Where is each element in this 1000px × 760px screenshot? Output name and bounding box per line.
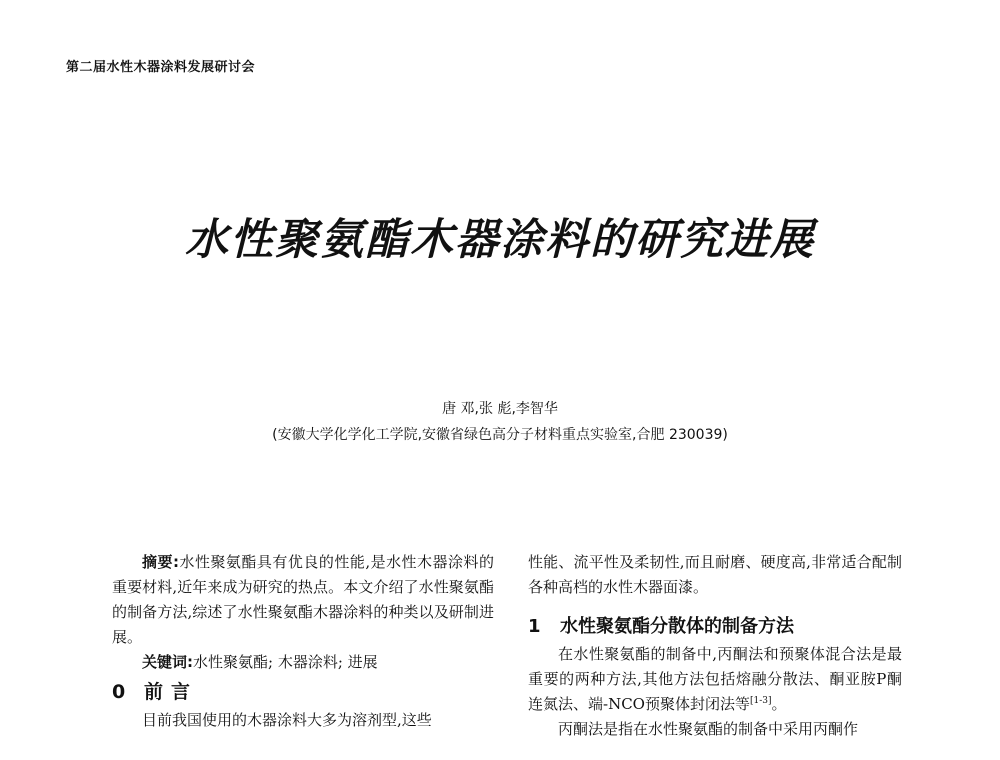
abstract-paragraph [112,550,494,650]
section-0-text: 目前我国使用的木器涂料大多为溶剂型,这些 [142,711,432,729]
continued-paragraph: 性能、流平性及柔韧性,而且耐磨、硬度高,非常适合配制各种高档的水性木器面漆。 [528,553,902,596]
right-column [528,550,902,742]
paper-title: 水性聚氨酯木器涂料的研究进展 [185,215,815,265]
section-0-number: 0 [112,681,126,703]
abstract-text: 水性聚氨酯具有优良的性能,是水性木器涂料的重要材料,近年来成为研究的热点。本文介绍了水性聚氨酯的制备方法,综述了水性聚氨酯木器涂料的种类以及研制进展。 [112,553,494,646]
section-1-paragraph-1-text: 在水性聚氨酯的制备中,丙酮法和预聚体混合法是最重要的两种方法,其他方法包括熔融分散法、酮亚胺P酮连氮法、端-NCO预聚体封闭法等 [528,645,902,713]
section-0-heading [112,677,494,708]
citation-reference: [1-3] [749,696,772,706]
section-1-paragraph-1-end: 。 [771,695,787,713]
section-1-paragraph-1 [528,642,902,717]
keywords-label: 关键词: [142,653,193,671]
author-list: 唐 邓,张 彪,李智华 [442,401,558,417]
keywords-text: 水性聚氨酯; 木器涂料; 进展 [193,653,378,671]
author-affiliation: (安徽大学化学化工学院,安徽省绿色高分子材料重点实验室,合肥 230039) [272,427,728,443]
conference-header: 第二届水性木器涂料发展研讨会 [66,60,256,75]
keywords-line [112,650,494,675]
section-1-title: 水性聚氨酯分散体的制备方法 [560,616,794,637]
left-column [112,550,494,733]
abstract-label: 摘要: [142,553,179,571]
section-1-number: 1 [528,616,541,637]
section-1-paragraph-2: 丙酮法是指在水性聚氨酯的制备中采用丙酮作 [558,720,859,738]
section-0-title: 前言 [144,681,199,703]
section-1-heading [528,612,902,642]
